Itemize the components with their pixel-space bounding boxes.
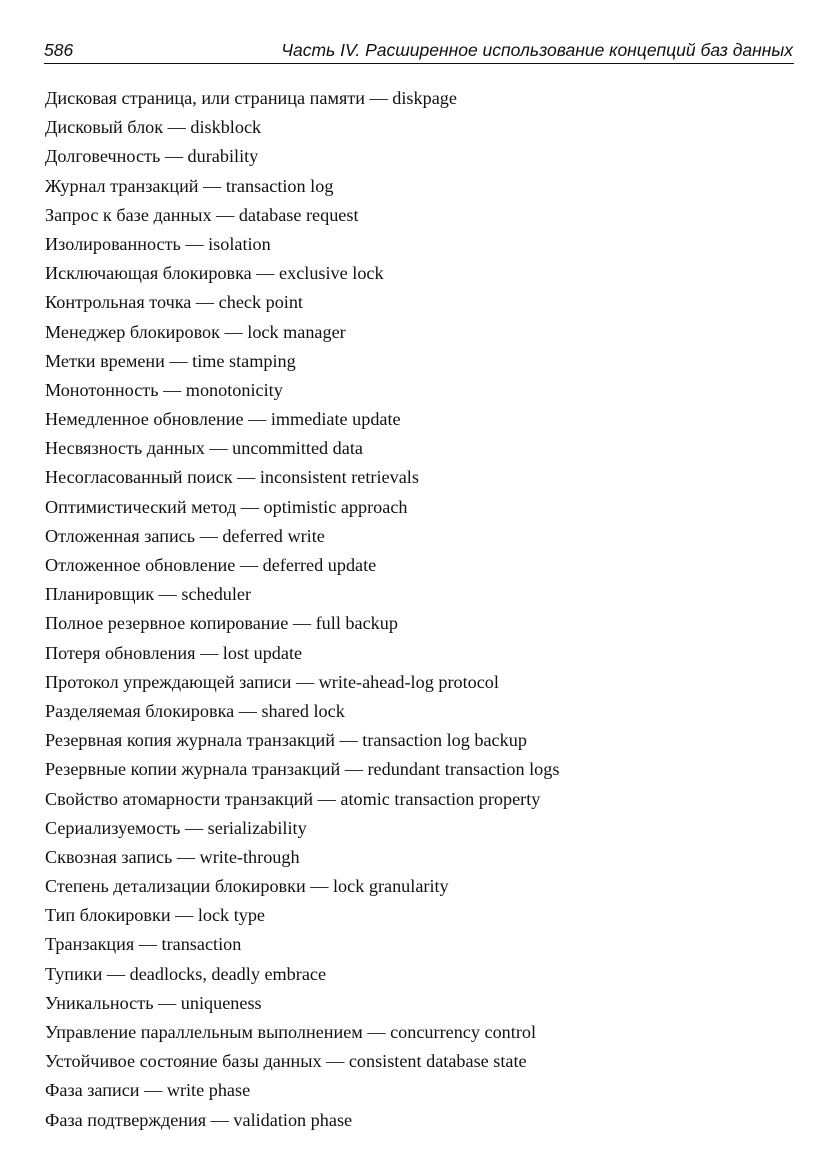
glossary-entry: Несвязность данных — uncommitted data — [45, 438, 363, 459]
glossary-entry: Метки времени — time stamping — [45, 350, 296, 371]
glossary-entry: Тип блокировки — lock type — [45, 905, 266, 926]
glossary-entry: Несогласованный поиск — inconsistent retrievals — [45, 467, 419, 488]
glossary-entry: Управление параллельным выполнением — concurrency control — [45, 1022, 537, 1042]
glossary-entry: Резервные копии журнала транзакций — redundant transaction logs — [45, 759, 560, 780]
glossary-entry: Журнал транзакций — transaction log — [45, 175, 334, 196]
glossary-entry: Транзакция — transaction — [45, 934, 242, 955]
chapter-title: Часть IV. Расширенное использование концепций баз данных — [281, 40, 793, 60]
glossary-entry: Полное резервное копирование — full backup — [45, 613, 398, 634]
glossary-entry: Отложенная запись — deferred write — [45, 525, 325, 546]
glossary-entry: Долговечность — durability — [45, 146, 259, 167]
glossary-entry: Монотонность — monotonicity — [45, 379, 283, 400]
glossary-entry: Свойство атомарности транзакций — atomic transaction property — [45, 788, 541, 809]
glossary-entry: Запрос к базе данных — database request — [45, 204, 359, 225]
glossary-entry: Планировщик — scheduler — [45, 584, 252, 605]
glossary-entry: Резервная копия журнала транзакций — transaction log backup — [45, 730, 527, 751]
glossary-entry: Разделяемая блокировка — shared lock — [45, 700, 345, 721]
glossary-entry: Оптимистический метод — optimistic approach — [45, 496, 408, 517]
glossary-entry: Фаза записи — write phase — [45, 1080, 251, 1101]
glossary-entry: Степень детализации блокировки — lock granularity — [45, 876, 449, 897]
glossary-entry: Дисковый блок — diskblock — [45, 117, 262, 138]
header-rule — [44, 63, 794, 64]
glossary-entry: Сквозная запись — write-through — [45, 846, 300, 867]
glossary-entry: Тупики — deadlocks, deadly embrace — [45, 963, 327, 984]
glossary-entry: Сериализуемость — serializability — [45, 817, 307, 838]
page-number: 586 — [44, 40, 74, 60]
glossary-entry: Уникальность — uniqueness — [45, 992, 262, 1013]
glossary-entry: Контрольная точка — check point — [45, 292, 303, 313]
glossary-entry: Менеджер блокировок — lock manager — [45, 321, 346, 342]
glossary-entry: Протокол упреждающей записи — write-ahead-log protocol — [45, 671, 499, 692]
glossary-entry: Потеря обновления — lost update — [45, 642, 303, 663]
glossary-entry: Дисковая страница, или страница памяти — diskpage — [45, 88, 457, 108]
glossary-entry: Устойчивое состояние базы данных — consistent database state — [45, 1051, 527, 1072]
glossary-entry: Исключающая блокировка — exclusive lock — [45, 263, 384, 284]
glossary-entry: Изолированность — isolation — [45, 233, 271, 254]
glossary-entry: Отложенное обновление — deferred update — [45, 555, 377, 575]
glossary-list — [45, 84, 559, 1135]
glossary-entry: Немедленное обновление — immediate update — [45, 409, 401, 430]
running-head — [44, 38, 793, 62]
glossary-entry: Фаза подтверждения — validation phase — [45, 1109, 353, 1130]
